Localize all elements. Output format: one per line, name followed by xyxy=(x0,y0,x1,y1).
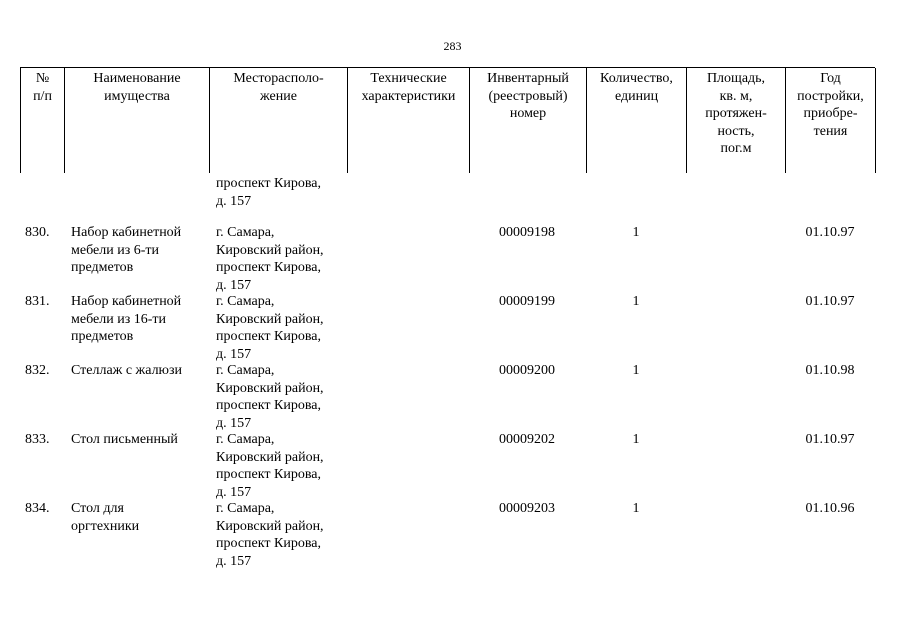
header-year: Год постройки, приобре- тения xyxy=(786,68,876,173)
cell-quantity: 1 xyxy=(632,363,640,378)
cell-quantity: 1 xyxy=(632,432,640,447)
cell-name: Набор кабинетной мебели из 16-ти предметов xyxy=(71,294,182,344)
cell-name: Стол письменный xyxy=(71,432,178,447)
table-header xyxy=(20,67,875,173)
cell-num: 830. xyxy=(25,225,50,240)
cell-num: 831. xyxy=(25,294,50,309)
cell-inventory: 00009202 xyxy=(499,432,555,447)
page-number: 283 xyxy=(443,39,462,53)
cell-year: 01.10.96 xyxy=(805,501,855,516)
cell-location: г. Самара, Кировский район, проспект Кирова, д. 157 xyxy=(216,225,324,293)
cell-year: 01.10.97 xyxy=(805,294,855,309)
cell-quantity: 1 xyxy=(632,294,640,309)
cell-location: г. Самара, Кировский район, проспект Кирова, д. 157 xyxy=(216,501,324,569)
header-area: Площадь, кв. м, протяжен- ность, пог.м xyxy=(687,68,786,173)
cell-inventory: 00009198 xyxy=(499,225,555,240)
cell-year: 01.10.97 xyxy=(805,225,855,240)
cell-quantity: 1 xyxy=(632,501,640,516)
cell-name: Стеллаж с жалюзи xyxy=(71,363,183,378)
cell-name: Набор кабинетной мебели из 6-ти предметов xyxy=(71,225,182,275)
cell-num: 832. xyxy=(25,363,50,378)
header-quantity: Количество, единиц xyxy=(587,68,687,173)
cell-location: проспект Кирова, д. 157 xyxy=(216,176,321,209)
cell-inventory: 00009199 xyxy=(499,294,555,309)
cell-num: 833. xyxy=(25,432,50,447)
cell-location: г. Самара, Кировский район, проспект Кирова, д. 157 xyxy=(216,432,324,500)
cell-location: г. Самара, Кировский район, проспект Кирова, д. 157 xyxy=(216,294,324,362)
cell-location: г. Самара, Кировский район, проспект Кирова, д. 157 xyxy=(216,363,324,431)
cell-year: 01.10.98 xyxy=(805,363,855,378)
header-num: № п/п xyxy=(21,68,65,173)
cell-quantity: 1 xyxy=(632,225,640,240)
cell-year: 01.10.97 xyxy=(805,432,855,447)
header-specs: Технические характеристики xyxy=(348,68,470,173)
cell-inventory: 00009200 xyxy=(499,363,555,378)
cell-num: 834. xyxy=(25,501,50,516)
header-location: Месторасполо- жение xyxy=(210,68,348,173)
cell-name: Стол для оргтехники xyxy=(71,501,140,534)
cell-inventory: 00009203 xyxy=(499,501,555,516)
header-inventory: Инвентарный (реестровый) номер xyxy=(470,68,587,173)
header-name: Наименование имущества xyxy=(65,68,210,173)
